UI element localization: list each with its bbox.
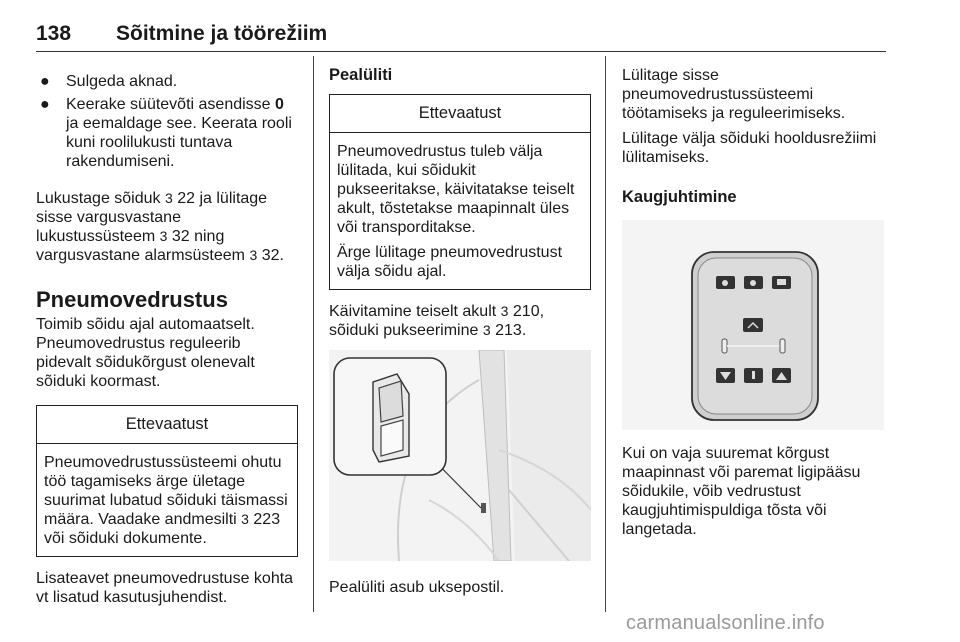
page-ref[interactable]: 223 <box>253 511 281 528</box>
warning-text: Pneumovedrustus tuleb välja lülitada, kui sõidukit pukseeritakse, käivitatakse teiselt akult, tõstetakse maapinnalt üles või transporditakse. <box>337 143 575 236</box>
page-ref[interactable]: 32 <box>261 247 280 264</box>
list-item-text: ja eemaldage see. Keerata rooli kuni roolilukusti tuntava rakendumiseni. <box>66 115 292 170</box>
page-ref-icon: 3 <box>482 322 491 338</box>
bullet-icon: ● <box>40 73 50 90</box>
page-ref[interactable]: 213 <box>495 322 522 339</box>
page-ref[interactable]: 210 <box>512 303 540 320</box>
paragraph-switch-off: Lülitage välja sõiduki hooldusrežiimi lülitamiseks. <box>622 130 877 166</box>
paragraph-remote: Kui on vaja suuremat kõrgust maapinnast või paremat ligipääsu sõidukile, võib vedrustust kaugjuhtimispuldiga tõsta või langetada. <box>622 445 861 538</box>
warning-box <box>329 94 591 290</box>
paragraph-refs: Käivitamine teiselt akult 3 210, sõiduki pukseerimine 3 213. <box>329 303 545 339</box>
key-position: 0 <box>275 96 284 113</box>
page-ref-icon: 3 <box>241 511 249 527</box>
preset-buttons <box>716 276 791 289</box>
warning-text: Ärge lülitage pneumovedrustust välja sõidu ajal. <box>337 244 563 280</box>
paragraph-suspension: Toimib sõidu ajal automaatselt. Pneumovedrustus reguleerib pidevalt sõidukõrgust olenevalt sõiduki koormast. <box>36 316 255 390</box>
page-ref-icon: 3 <box>500 303 509 319</box>
subsection-title: Pealüliti <box>329 66 393 84</box>
page-number: 138 <box>36 22 72 45</box>
watermark: carmanualsonline.info <box>626 612 825 634</box>
page-ref-icon: 3 <box>164 190 173 206</box>
warning-body <box>330 133 590 289</box>
door-pillar-illustration <box>329 350 591 561</box>
level-button-icon <box>743 318 763 332</box>
column-3 <box>622 60 886 539</box>
bullet-list <box>36 72 298 171</box>
warning-heading: Ettevaatust <box>37 406 297 444</box>
remote-control-illustration <box>622 220 884 430</box>
list-item-text: Keerake süütevõti asendisse <box>66 96 276 113</box>
paragraph-lock: Lukustage sõiduk 3 22 ja lülitage sisse vargusvastane lukustussüsteem 3 32 ning vargusvastane alarmsüsteem 3 32. <box>36 190 284 264</box>
list-item <box>36 72 298 91</box>
page-ref-icon: 3 <box>159 228 168 244</box>
figure-caption: Pealüliti asub uksepostil. <box>329 579 505 596</box>
page-ref[interactable]: 22 <box>177 190 196 207</box>
warning-heading: Ettevaatust <box>330 95 590 133</box>
remote-control-image <box>622 220 884 430</box>
warning-box <box>36 405 298 557</box>
section-title: Pneumovedrustus <box>36 287 228 312</box>
page-header <box>36 22 886 52</box>
column-divider-1 <box>313 56 314 612</box>
column-2 <box>329 60 591 597</box>
paragraph-more-info: Lisateavet pneumovedrustuse kohta vt lisatud kasutusjuhendist. <box>36 570 294 606</box>
list-item-text: Sulgeda aknad. <box>66 73 178 90</box>
paragraph-switch-on: Lülitage sisse pneumovedrustussüsteemi töötamiseks ja reguleerimiseks. <box>622 67 846 122</box>
column-divider-2 <box>605 56 606 612</box>
running-title: Sõitmine ja töörežiim <box>116 22 328 45</box>
main-switch-image <box>329 350 591 561</box>
page-ref-icon: 3 <box>249 247 258 263</box>
header-rule <box>36 51 886 52</box>
column-1 <box>36 60 298 607</box>
bullet-icon: ● <box>40 96 50 113</box>
subsection-title: Kaugjuhtimine <box>622 188 737 206</box>
warning-body: Pneumovedrustussüsteemi ohutu töö tagamiseks ärge ületage suurimat lubatud sõiduki täismassi määra. Vaadake andmesilti 3 223 või sõiduki dokumente. <box>44 454 288 547</box>
list-item <box>36 95 298 171</box>
page-ref[interactable]: 32 <box>171 228 190 245</box>
lift-buttons <box>716 368 791 383</box>
